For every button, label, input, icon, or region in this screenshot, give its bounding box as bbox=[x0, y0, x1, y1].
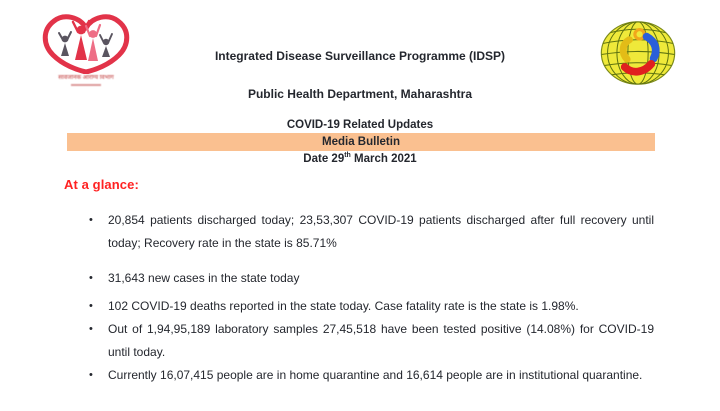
left-logo-subcaption-line bbox=[71, 84, 101, 86]
programme-title: Integrated Disease Surveillance Programme (IDSP) bbox=[214, 49, 506, 63]
glance-bullet-list bbox=[88, 209, 654, 387]
bullet-lab-samples: • Out of 1,94,95,189 laboratory samples 27,45,518 have been tested positive (14.08%) for COVID-19 until today. bbox=[88, 318, 654, 364]
department-title: Public Health Department, Maharashtra bbox=[247, 87, 473, 101]
bullet-quarantine: • Currently 16,07,415 people are in home quarantine and 16,614 people are in institutional quarantine. bbox=[88, 364, 654, 387]
bullet-deaths-fatality: • 102 COVID-19 deaths reported in the state today. Case fatality rate is the state is 1.98%. bbox=[88, 295, 654, 318]
date-line bbox=[0, 153, 720, 165]
bullet-discharged-recovery: • 20,854 patients discharged today; 23,53,307 COVID-19 patients discharged after full recovery until today; Recovery rate in the state is 85.71% bbox=[88, 209, 654, 255]
left-logo-caption: सार्वजनिक आरोग्य विभाग bbox=[58, 75, 114, 81]
date-suffix: March 2021 bbox=[350, 153, 417, 165]
date-prefix: Date 29 bbox=[303, 153, 345, 165]
bullet-new-cases: • 31,643 new cases in the state today bbox=[88, 267, 654, 290]
media-bulletin-banner: Media Bulletin bbox=[67, 133, 655, 151]
updates-title: COVID-19 Related Updates bbox=[286, 119, 434, 131]
at-a-glance-heading: At a glance: bbox=[64, 177, 139, 192]
heart-family-icon bbox=[36, 12, 136, 74]
date-ordinal-superscript: th bbox=[344, 152, 351, 160]
